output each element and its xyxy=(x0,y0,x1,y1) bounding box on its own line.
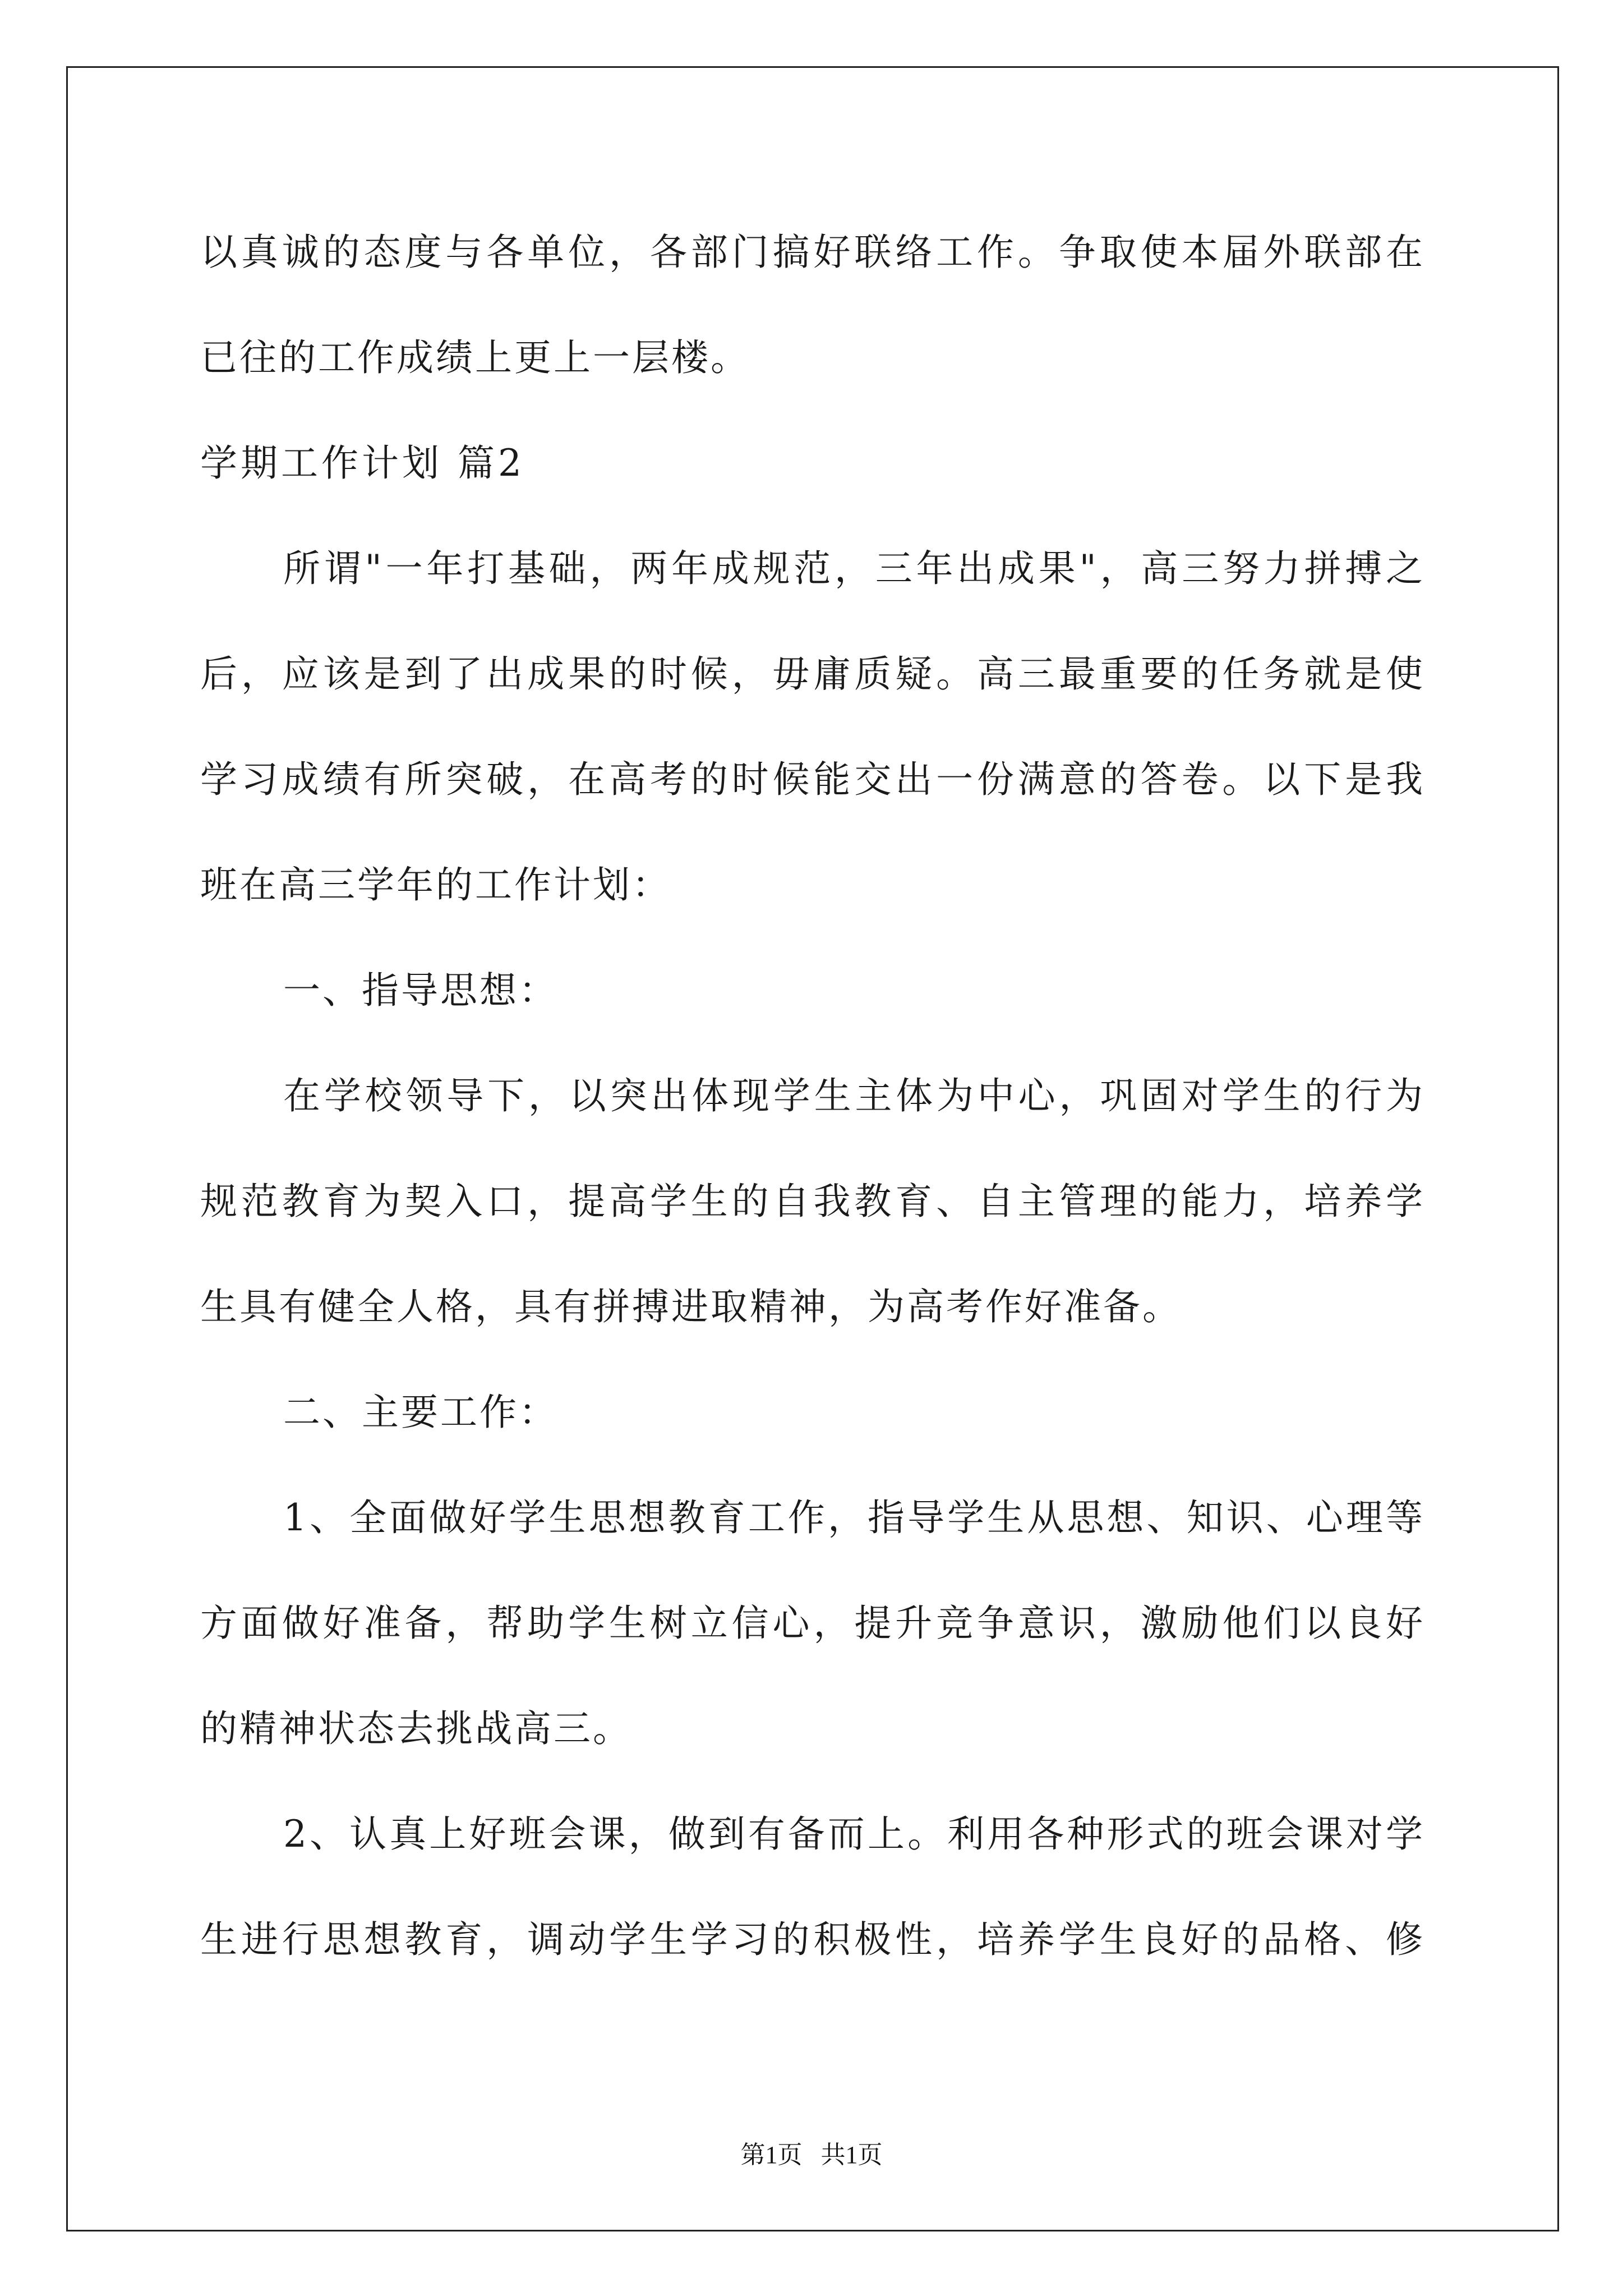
paragraph-line: 生具有健全人格，具有拼搏进取精神，为高考作好准备。 xyxy=(200,1285,1182,1328)
paragraph-line: 2、认真上好班会课，做到有备而上。利用各种形式的班会课对学 xyxy=(283,1812,1423,1856)
paragraph-line: 以真诚的态度与各单位，各部门搞好联络工作。争取使本届外联部在 xyxy=(200,231,1423,274)
subheading: 二、主要工作： xyxy=(283,1391,558,1434)
paragraph-line: 方面做好准备，帮助学生树立信心，提升竞争意识，激励他们以良好 xyxy=(200,1602,1423,1645)
section-title: 学期工作计划 篇2 xyxy=(200,441,525,485)
paragraph-line: 后，应该是到了出成果的时候，毋庸质疑。高三最重要的任务就是使 xyxy=(200,652,1423,696)
paragraph-line: 生进行思想教育，调动学生学习的积极性，培养学生良好的品格、修 xyxy=(200,1918,1423,1961)
paragraph-line: 所谓"一年打基础，两年成规范，三年出成果"，高三努力拼搏之 xyxy=(283,547,1423,590)
paragraph-line: 学习成绩有所突破，在高考的时候能交出一份满意的答卷。以下是我 xyxy=(200,758,1423,801)
paragraph-line: 1、全面做好学生思想教育工作，指导学生从思想、知识、心理等 xyxy=(283,1496,1423,1539)
paragraph-line: 在学校领导下，以突出体现学生主体为中心，巩固对学生的行为 xyxy=(283,1074,1423,1117)
paragraph-line: 规范教育为契入口，提高学生的自我教育、自主管理的能力，培养学 xyxy=(200,1180,1423,1223)
subheading: 一、指导思想： xyxy=(283,969,558,1012)
page-number-footer: 第1页 共1页 xyxy=(740,2141,883,2169)
document-body xyxy=(200,224,1423,2017)
paragraph-line: 已往的工作成绩上更上一层楼。 xyxy=(200,336,750,379)
paragraph-line: 班在高三学年的工作计划： xyxy=(200,863,671,907)
paragraph-line: 的精神状态去挑战高三。 xyxy=(200,1707,632,1750)
